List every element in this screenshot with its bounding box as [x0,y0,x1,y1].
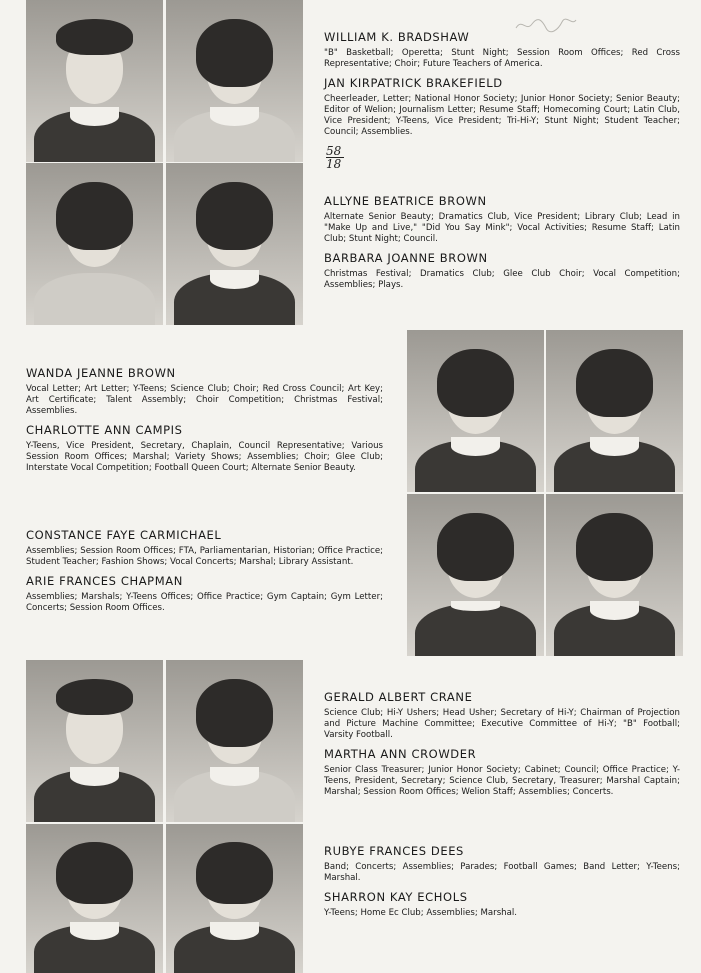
student-activities: Assemblies; Marshals; Y-Teens Offices; Office Practice; Gym Captain; Gym Letter; Concerts; Session Room Offices. [26,592,383,613]
senior-entry-block [324,844,680,925]
student-name: SHARRON KAY ECHOLS [324,890,468,904]
student-name: CONSTANCE FAYE CARMICHAEL [26,528,222,542]
senior-entry-block [26,366,383,480]
student-activities: Cheerleader, Letter; National Honor Society; Junior Honor Society; Senior Beauty; Editor of Welion; Journalism Letter; Resume Staff; Homecoming Court; Latin Club, Vice President; Y-Teens, Vice President; Tri-Hi-Y; Stunt Night; Student Teacher; Council; Assemblies. [324,94,680,137]
handwritten-note [326,146,344,170]
student-name: BARBARA JOANNE BROWN [324,251,488,265]
student-name: MARTHA ANN CROWDER [324,747,477,761]
student-name: GERALD ALBERT CRANE [324,690,473,704]
student-activities: Vocal Letter; Art Letter; Y-Teens; Science Club; Choir; Red Cross Council; Art Key; Art Certificate; Talent Assembly; Choir Competition; Christmas Festival; Assemblies. [26,384,383,416]
handwritten-note-bottom: 18 [326,157,344,170]
student-activities: Band; Concerts; Assemblies; Parades; Football Games; Band Letter; Y-Teens; Marshal. [324,862,680,883]
student-activities: Y-Teens; Home Ec Club; Assemblies; Marshal. [324,908,518,918]
student-activities: Senior Class Treasurer; Junior Honor Society; Cabinet; Council; Office Practice; Y-Teens, President, Secretary; Science Club, Secretary, Treasurer; Marshal Captain; Marshal; Session Room Offices; Welion Staff; Assemblies; Concerts. [324,765,680,797]
portrait-photo [166,824,303,973]
senior-entry-block [26,528,383,620]
student-name: CHARLOTTE ANN CAMPIS [26,423,183,437]
portrait-photo [26,163,163,325]
student-name: JAN KIRPATRICK BRAKEFIELD [324,76,503,90]
student-activities: "B" Basketball; Operetta; Stunt Night; Session Room Offices; Red Cross Representative; Choir; Future Teachers of America. [324,48,680,69]
senior-entry-block [324,30,680,144]
portrait-photo [166,660,303,822]
handwritten-note-top: 58 [326,144,342,158]
portrait-photo [26,0,163,162]
portrait-photo [546,494,683,656]
portrait-photo [546,330,683,492]
student-name: ARIE FRANCES CHAPMAN [26,574,183,588]
portrait-photo [166,0,303,162]
portrait-photo [26,824,163,973]
student-name: ALLYNE BEATRICE BROWN [324,194,487,208]
senior-entry-block [324,194,680,297]
student-activities: Y-Teens, Vice President, Secretary, Chaplain, Council Representative; Various Session Room Offices; Marshal; Variety Shows; Assemblies; Choir; Glee Club; Interstate Vocal Competition; Football Queen Court; Alternate Senior Beauty. [26,441,383,473]
portrait-photo [407,494,544,656]
portrait-photo [26,660,163,822]
student-name: RUBYE FRANCES DEES [324,844,464,858]
student-name: WANDA JEANNE BROWN [26,366,176,380]
student-activities: Assemblies; Session Room Offices; FTA, Parliamentarian, Historian; Office Practice; Student Teacher; Fashion Shows; Vocal Concerts; Marshal; Library Assistant. [26,546,383,567]
student-activities: Christmas Festival; Dramatics Club; Glee Club Choir; Vocal Competition; Assemblies; Plays. [324,269,680,290]
portrait-photo [407,330,544,492]
student-activities: Science Club; Hi-Y Ushers; Head Usher; Secretary of Hi-Y; Chairman of Projection and Picture Machine Committee; Executive Committee of Hi-Y; "B" Football; Varsity Football. [324,708,680,740]
portrait-photo [166,163,303,325]
senior-entry-block [324,690,680,804]
student-name: WILLIAM K. BRADSHAW [324,30,470,44]
student-activities: Alternate Senior Beauty; Dramatics Club, Vice President; Library Club; Lead in "Make Up and Live," "Did You Say Mink"; Vocal Activities; Resume Staff; Latin Club; Stunt Night; Council. [324,212,680,244]
